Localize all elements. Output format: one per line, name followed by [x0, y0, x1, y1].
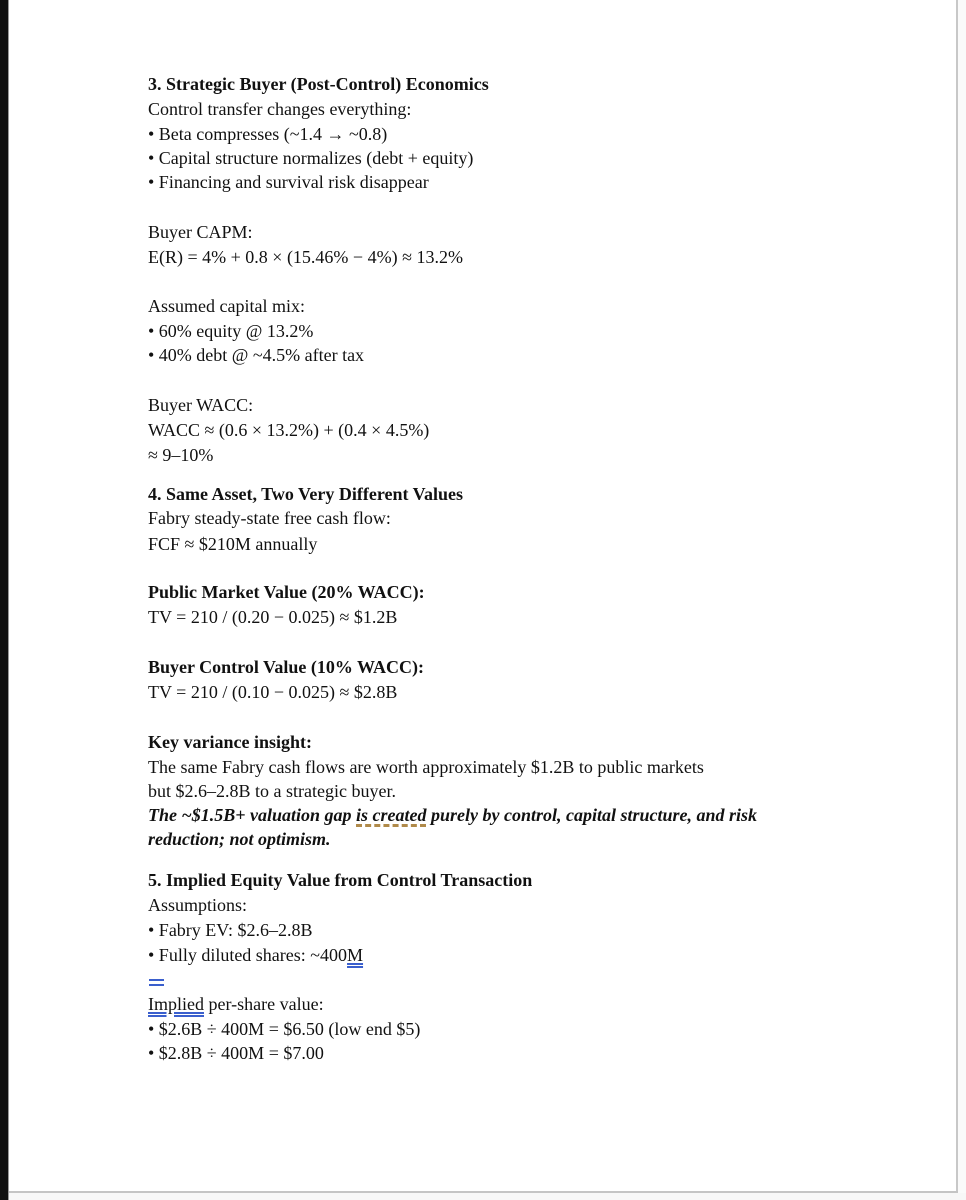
fcf-line: FCF ≈ $210M annually: [148, 534, 318, 554]
capital-mix-label: Assumed capital mix:: [148, 296, 305, 316]
assumptions-label: Assumptions:: [148, 895, 248, 915]
next-page-area: [9, 1193, 966, 1200]
spellcheck-flagged-word[interactable]: Implied: [148, 994, 204, 1014]
page-right-margin: [958, 0, 966, 1200]
page-left-edge: [0, 0, 8, 1200]
insight-line-1: The same Fabry cash flows are worth approximately $1.2B to public markets: [148, 757, 704, 777]
bullet-debt: • 40% debt @ ~4.5% after tax: [148, 345, 365, 365]
wacc-label: Buyer WACC:: [148, 395, 254, 415]
bullet-low-calc: • $2.6B ÷ 400M = $6.50 (low end $5): [148, 1019, 421, 1039]
section-4-intro: Fabry steady-state free cash flow:: [148, 508, 391, 528]
bullet-equity: • 60% equity @ 13.2%: [148, 321, 314, 341]
buyer-value-formula: TV = 210 / (0.10 − 0.025) ≈ $2.8B: [148, 682, 398, 702]
bullet-capital-structure: • Capital structure normalizes (debt + equity): [148, 148, 474, 168]
bullet-beta: • Beta compresses (~1.4 → ~0.8): [148, 124, 388, 144]
section-3-intro: Control transfer changes everything:: [148, 99, 412, 119]
grammar-flagged-text[interactable]: is created: [356, 805, 427, 825]
bullet-shares: [148, 944, 377, 966]
bullet-ev: • Fabry EV: $2.6–2.8B: [148, 920, 313, 940]
buyer-value-label: Buyer Control Value (10% WACC):: [148, 657, 425, 677]
capm-formula: E(R) = 4% + 0.8 × (15.46% − 4%) ≈ 13.2%: [148, 247, 463, 267]
emphasis-line-1: [148, 804, 757, 826]
public-value-formula: TV = 210 / (0.20 − 0.025) ≈ $1.2B: [148, 607, 398, 627]
capm-label: Buyer CAPM:: [148, 222, 253, 242]
bullet-high-calc: • $2.8B ÷ 400M = $7.00: [148, 1043, 324, 1063]
emphasis-line-2: reduction; not optimism.: [148, 829, 331, 849]
section-5-heading: 5. Implied Equity Value from Control Transaction: [148, 870, 533, 890]
section-3-heading: 3. Strategic Buyer (Post-Control) Economics: [148, 74, 489, 94]
insight-label: Key variance insight:: [148, 732, 312, 752]
format-mark: [149, 979, 164, 986]
page-left-border: [8, 0, 9, 1200]
per-share-text: per-share value:: [204, 994, 324, 1014]
per-share-label: [148, 993, 324, 1015]
public-value-label: Public Market Value (20% WACC):: [148, 582, 425, 602]
page-right-border: [956, 0, 958, 1192]
insight-line-2: but $2.6–2.8B to a strategic buyer.: [148, 781, 396, 801]
section-4-heading: 4. Same Asset, Two Very Different Values: [148, 484, 463, 504]
emphasis-text-c: purely by control, capital structure, and risk: [426, 805, 758, 825]
wacc-result: ≈ 9–10%: [148, 445, 214, 465]
shares-text: • Fully diluted shares: ~400: [148, 945, 348, 965]
emphasis-text-a: The ~$1.5B+ valuation gap: [148, 805, 357, 825]
bullet-risk: • Financing and survival risk disappear: [148, 172, 429, 192]
wacc-formula: WACC ≈ (0.6 × 13.2%) + (0.4 × 4.5%): [148, 420, 430, 440]
spellcheck-flagged-text[interactable]: M: [347, 945, 364, 965]
